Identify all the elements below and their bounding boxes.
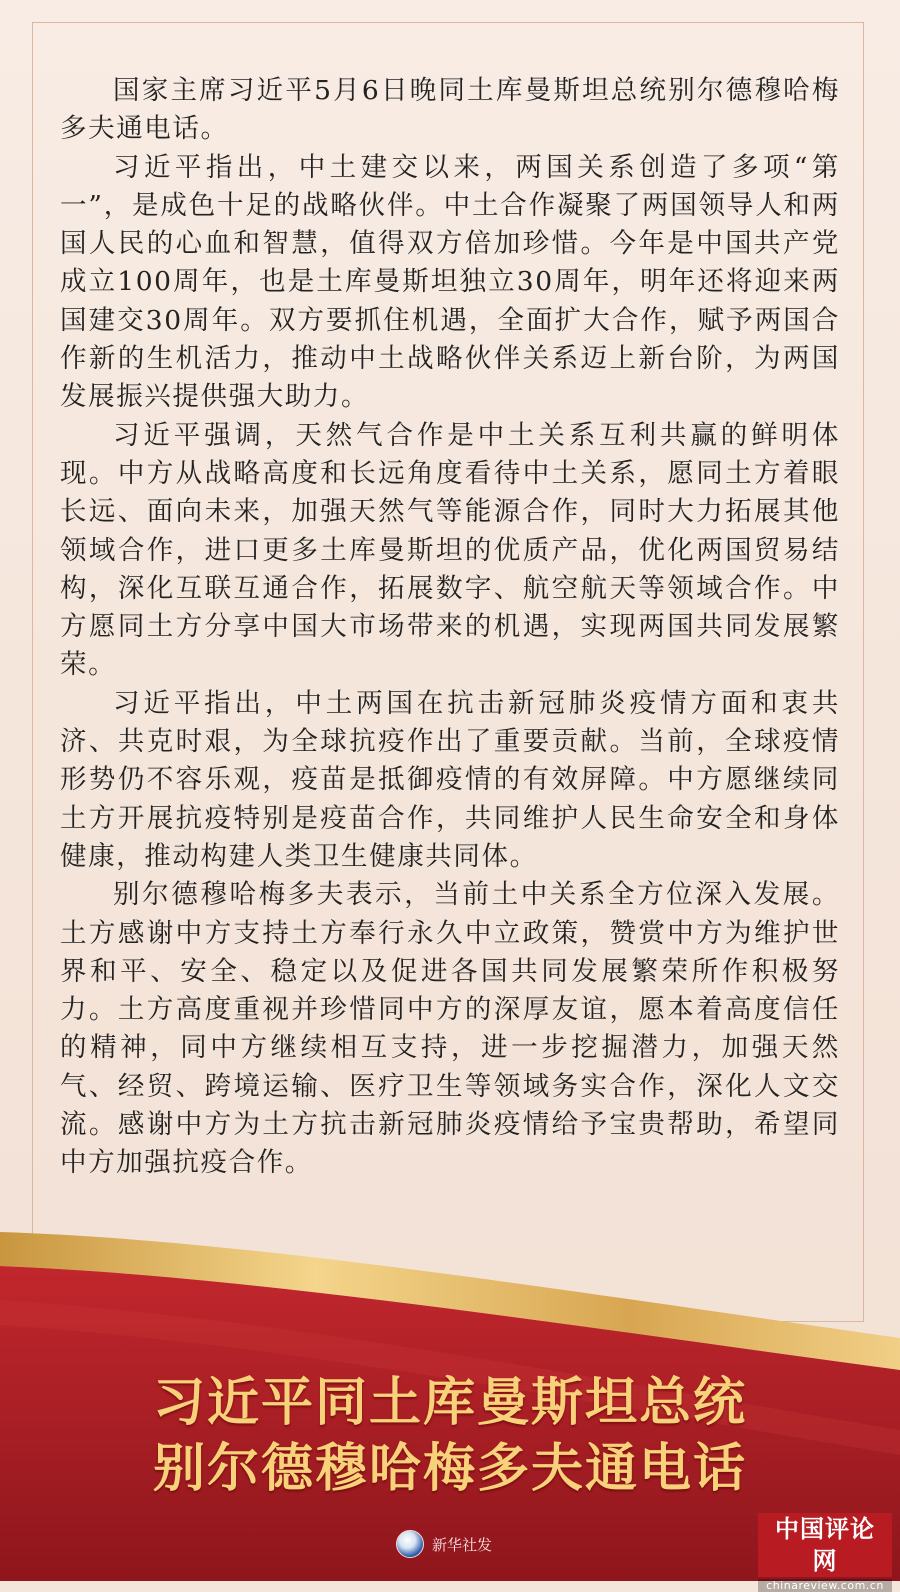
- article-body: [60, 72, 840, 1183]
- article-paragraph: 国家主席习近平5月6日晚同土库曼斯坦总统别尔德穆哈梅多夫通电话。: [60, 75, 840, 145]
- article-paragraph: 习近平强调，天然气合作是中土关系互利共赢的鲜明体现。中方从战略高度和长远角度看待中土关系，愿同土方着眼长远、面向未来，加强天然气等能源合作，同时大力拓展其他领域合作，进口更多土库曼斯坦的优质产品，优化两国贸易结构，深化互联互通合作，拓展数字、航空航天等领域合作。中方愿同土方分享中国大市场带来的机遇，实现两国共同发展繁荣。: [60, 419, 840, 681]
- article-paragraph: 别尔德穆哈梅多夫表示，当前土中关系全方位深入发展。土方感谢中方支持土方奉行永久中立政策，赞赏中方为维护世界和平、安全、稳定以及促进各国共同发展繁荣所作积极努力。土方高度重视并珍惜同中方的深厚友谊，愿本着高度信任的精神，同中方继续相互支持，进一步挖掘潜力，加强天然气、经贸、跨境运输、医疗卫生等领域务实合作，深化人文交流。感谢中方为土方抗击新冠肺炎疫情给予宝贵帮助，希望同中方加强抗疫合作。: [60, 879, 840, 1179]
- article-paragraph: 习近平指出，中土两国在抗击新冠肺炎疫情方面和衷共济、共克时艰，为全球抗疫作出了重要贡献。当前，全球疫情形势仍不容乐观，疫苗是抵御疫情的有效屏障。中方愿继续同土方开展抗疫特别是疫苗合作，共同维护人民生命安全和身体健康，推动构建人类卫生健康共同体。: [60, 687, 840, 872]
- xinhua-logo-icon: [396, 1530, 424, 1558]
- headline: [0, 1370, 900, 1502]
- headline-line-2: 别尔德穆哈梅多夫通电话: [152, 1439, 747, 1499]
- source-credit: [396, 1528, 492, 1560]
- headline-line-1: 习近平同土库曼斯坦总统: [152, 1373, 747, 1433]
- watermark-url: chinareview.com.cn: [758, 1579, 892, 1592]
- source-label: 新华社发: [432, 1535, 493, 1554]
- watermark-title: 中国评论网: [758, 1513, 892, 1577]
- site-watermark: [758, 1513, 892, 1592]
- article-paragraph: 习近平指出，中土建交以来，两国关系创造了多项“第一”，是成色十足的战略伙伴。中土合作凝聚了两国领导人和两国人民的心血和智慧，值得双方倍加珍惜。今年是中国共产党成立100周年，也是土库曼斯坦独立30周年，明年还将迎来两国建交30周年。双方要抓住机遇，全面扩大合作，赋予两国合作新的生机活力，推动中土战略伙伴关系迈上新台阶，为两国发展振兴提供强大助力。: [60, 151, 840, 413]
